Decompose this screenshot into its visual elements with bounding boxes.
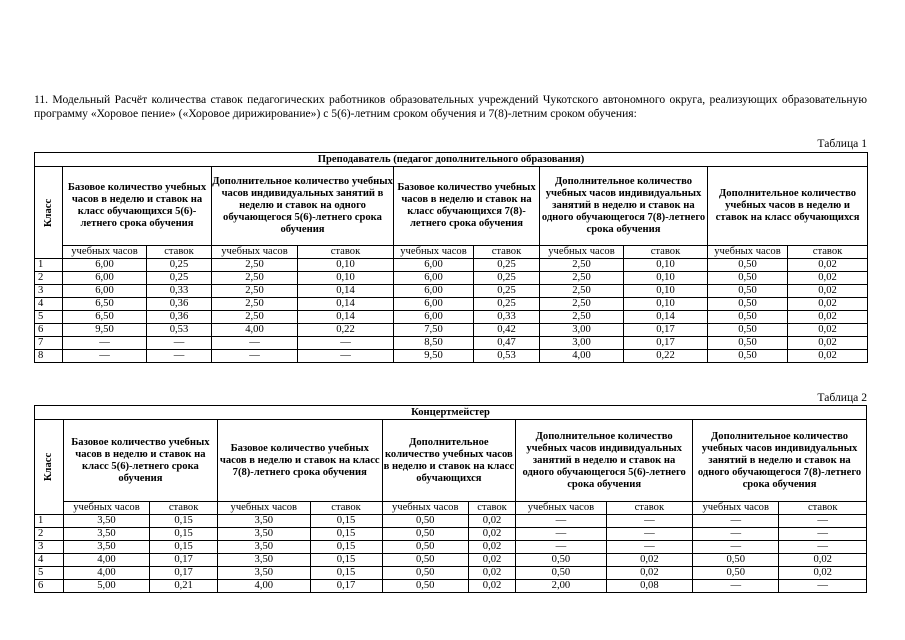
value-cell: 0,50 <box>708 311 788 324</box>
value-cell: 0,25 <box>147 272 212 285</box>
value-cell: 0,02 <box>468 515 515 528</box>
value-cell: 0,02 <box>788 298 868 311</box>
value-cell: 0,50 <box>382 515 468 528</box>
value-cell: 6,00 <box>63 285 147 298</box>
value-cell: 3,50 <box>63 528 149 541</box>
value-cell: — <box>63 337 147 350</box>
value-cell: 0,02 <box>779 567 867 580</box>
value-cell: 0,17 <box>150 567 218 580</box>
value-cell: 4,00 <box>218 580 311 593</box>
value-cell: — <box>693 515 779 528</box>
table2-sub-header: ставок <box>779 502 867 515</box>
table-row <box>35 272 868 285</box>
table2-sub-header: ставок <box>468 502 515 515</box>
value-cell: — <box>693 528 779 541</box>
value-cell: 4,00 <box>63 554 149 567</box>
table1-sub-header: учебных часов <box>394 246 474 259</box>
table-row <box>35 311 868 324</box>
value-cell: 0,15 <box>150 515 218 528</box>
class-number-cell: 4 <box>35 554 64 567</box>
value-cell: — <box>606 541 692 554</box>
table1-group-header: Дополнительное количество учебных часов в неделю и ставок на класс обучающихся <box>708 167 868 246</box>
value-cell: — <box>779 580 867 593</box>
value-cell: — <box>693 541 779 554</box>
table1-sub-header: ставок <box>298 246 394 259</box>
value-cell: 6,00 <box>63 272 147 285</box>
value-cell: 0,50 <box>708 259 788 272</box>
value-cell: 0,42 <box>474 324 540 337</box>
value-cell: 0,08 <box>606 580 692 593</box>
table2-sub-header: ставок <box>310 502 382 515</box>
class-number-cell: 4 <box>35 298 63 311</box>
table2-group-header: Базовое количество учебных часов в неделю и ставок на класс 7(8)-летнего срока обучения <box>218 420 383 502</box>
value-cell: 0,10 <box>624 298 708 311</box>
value-cell: 0,50 <box>693 554 779 567</box>
value-cell: 0,02 <box>606 554 692 567</box>
value-cell: 0,25 <box>474 298 540 311</box>
value-cell: 3,50 <box>218 567 311 580</box>
value-cell: 6,50 <box>63 311 147 324</box>
table1-sub-header: учебных часов <box>63 246 147 259</box>
value-cell: 0,50 <box>693 567 779 580</box>
value-cell: 0,14 <box>298 285 394 298</box>
value-cell: 2,50 <box>540 298 624 311</box>
value-cell: 0,22 <box>624 350 708 363</box>
class-number-cell: 5 <box>35 311 63 324</box>
value-cell: 0,10 <box>624 259 708 272</box>
value-cell: 4,00 <box>63 567 149 580</box>
table-row <box>35 567 867 580</box>
value-cell: 5,00 <box>63 580 149 593</box>
value-cell: 0,02 <box>606 567 692 580</box>
table-row <box>35 285 868 298</box>
table1-label: Таблица 1 <box>817 137 867 150</box>
value-cell: 0,25 <box>474 285 540 298</box>
value-cell: 0,53 <box>147 324 212 337</box>
value-cell: 0,15 <box>150 528 218 541</box>
value-cell: — <box>779 541 867 554</box>
table-row <box>35 298 868 311</box>
table2-sub-header: учебных часов <box>382 502 468 515</box>
value-cell: 3,00 <box>540 337 624 350</box>
value-cell: 2,50 <box>212 298 298 311</box>
value-cell: 0,50 <box>516 554 606 567</box>
value-cell: 0,17 <box>310 580 382 593</box>
table2-sub-header: учебных часов <box>218 502 311 515</box>
value-cell: 9,50 <box>63 324 147 337</box>
value-cell: 0,50 <box>708 272 788 285</box>
value-cell: 0,02 <box>468 567 515 580</box>
table2-label: Таблица 2 <box>817 391 867 404</box>
class-number-cell: 8 <box>35 350 63 363</box>
value-cell: 6,00 <box>394 285 474 298</box>
value-cell: 3,50 <box>63 541 149 554</box>
table-row <box>35 350 868 363</box>
value-cell: 0,50 <box>708 350 788 363</box>
accompanist-rates-table <box>34 405 867 593</box>
value-cell: 8,50 <box>394 337 474 350</box>
table1-sub-header: учебных часов <box>212 246 298 259</box>
table1-role-header: Преподаватель (педагог дополнительного образования) <box>35 153 868 167</box>
value-cell: 6,50 <box>63 298 147 311</box>
value-cell: 0,02 <box>788 324 868 337</box>
class-number-cell: 1 <box>35 259 63 272</box>
value-cell: 3,50 <box>218 541 311 554</box>
table1-sub-header: ставок <box>788 246 868 259</box>
value-cell: 4,00 <box>212 324 298 337</box>
value-cell: 0,02 <box>468 554 515 567</box>
value-cell: 0,17 <box>624 337 708 350</box>
table-row <box>35 324 868 337</box>
value-cell: 3,50 <box>63 515 149 528</box>
value-cell: 0,15 <box>150 541 218 554</box>
value-cell: 0,25 <box>474 259 540 272</box>
value-cell: 0,25 <box>147 259 212 272</box>
value-cell: 6,00 <box>63 259 147 272</box>
value-cell: — <box>516 528 606 541</box>
value-cell: 2,50 <box>540 311 624 324</box>
value-cell: 0,15 <box>310 554 382 567</box>
value-cell: 0,50 <box>708 324 788 337</box>
value-cell: 0,10 <box>298 272 394 285</box>
value-cell: 0,25 <box>474 272 540 285</box>
value-cell: 0,02 <box>788 272 868 285</box>
value-cell: 0,36 <box>147 298 212 311</box>
value-cell: 0,14 <box>298 311 394 324</box>
value-cell: 2,50 <box>212 272 298 285</box>
value-cell: 6,00 <box>394 311 474 324</box>
value-cell: 0,02 <box>468 528 515 541</box>
value-cell: 0,14 <box>298 298 394 311</box>
value-cell: 6,00 <box>394 272 474 285</box>
table1-group-header: Базовое количество учебных часов в неделю и ставок на класс обучающихся 5(6)-летнего срока обучения <box>63 167 212 246</box>
value-cell: 0,50 <box>708 337 788 350</box>
value-cell: — <box>516 515 606 528</box>
value-cell: 7,50 <box>394 324 474 337</box>
table-row <box>35 541 867 554</box>
value-cell: 0,15 <box>310 528 382 541</box>
value-cell: 3,00 <box>540 324 624 337</box>
class-number-cell: 3 <box>35 541 64 554</box>
value-cell: 0,21 <box>150 580 218 593</box>
table1-sub-header: учебных часов <box>708 246 788 259</box>
value-cell: — <box>147 350 212 363</box>
table2-class-header: Класс <box>35 420 64 515</box>
value-cell: 0,47 <box>474 337 540 350</box>
value-cell: 0,33 <box>474 311 540 324</box>
value-cell: 2,50 <box>212 285 298 298</box>
value-cell: 2,50 <box>540 285 624 298</box>
value-cell: 9,50 <box>394 350 474 363</box>
table2-role-header: Концертмейстер <box>35 406 867 420</box>
table2-group-header: Дополнительное количество учебных часов в неделю и ставок на класс обучающихся <box>382 420 516 502</box>
table-row <box>35 259 868 272</box>
value-cell: — <box>298 350 394 363</box>
value-cell: 0,17 <box>150 554 218 567</box>
value-cell: 0,02 <box>468 580 515 593</box>
table2-sub-header: учебных часов <box>693 502 779 515</box>
value-cell: 0,02 <box>788 337 868 350</box>
value-cell: 0,50 <box>708 298 788 311</box>
table1-sub-header: ставок <box>147 246 212 259</box>
value-cell: 0,53 <box>474 350 540 363</box>
value-cell: — <box>606 515 692 528</box>
value-cell: 0,50 <box>382 528 468 541</box>
table2-sub-header: учебных часов <box>63 502 149 515</box>
class-number-cell: 2 <box>35 272 63 285</box>
value-cell: 0,22 <box>298 324 394 337</box>
value-cell: 6,00 <box>394 259 474 272</box>
value-cell: 0,10 <box>624 285 708 298</box>
value-cell: 0,02 <box>788 285 868 298</box>
table2-group-header: Дополнительное количество учебных часов индивидуальных занятий в неделю и ставок на одного обучающегося 7(8)-летнего срока обучения <box>693 420 867 502</box>
value-cell: 0,17 <box>624 324 708 337</box>
value-cell: — <box>606 528 692 541</box>
table2-group-header: Дополнительное количество учебных часов индивидуальных занятий в неделю и ставок на одного обучающегося 5(6)-летнего срока обучения <box>516 420 693 502</box>
value-cell: — <box>212 337 298 350</box>
value-cell: 0,15 <box>310 567 382 580</box>
table1-group-header: Дополнительное количество учебных часов индивидуальных занятий в неделю и ставок на одного обучающегося 7(8)-летнего срока обучения <box>540 167 708 246</box>
class-number-cell: 6 <box>35 580 64 593</box>
value-cell: 0,50 <box>382 580 468 593</box>
table2-sub-header: ставок <box>150 502 218 515</box>
value-cell: 2,50 <box>212 311 298 324</box>
table1-group-header: Базовое количество учебных часов в неделю и ставок на класс обучающихся 7(8)-летнего срока обучения <box>394 167 540 246</box>
value-cell: 0,15 <box>310 541 382 554</box>
table-row <box>35 528 867 541</box>
class-number-cell: 7 <box>35 337 63 350</box>
value-cell: — <box>779 515 867 528</box>
value-cell: 0,02 <box>788 311 868 324</box>
value-cell: 0,02 <box>788 259 868 272</box>
table2-group-header: Базовое количество учебных часов в неделю и ставок на класс 5(6)-летнего срока обучения <box>63 420 217 502</box>
table1-class-header: Класс <box>35 167 63 259</box>
value-cell: — <box>516 541 606 554</box>
value-cell: — <box>63 350 147 363</box>
value-cell: 0,14 <box>624 311 708 324</box>
value-cell: 2,00 <box>516 580 606 593</box>
value-cell: 0,50 <box>708 285 788 298</box>
table2-sub-header: ставок <box>606 502 692 515</box>
value-cell: 2,50 <box>540 272 624 285</box>
value-cell: 0,02 <box>788 350 868 363</box>
teacher-rates-table <box>34 152 868 363</box>
table-row <box>35 515 867 528</box>
table1-sub-header: ставок <box>474 246 540 259</box>
value-cell: 3,50 <box>218 554 311 567</box>
value-cell: 0,02 <box>468 541 515 554</box>
value-cell: — <box>779 528 867 541</box>
value-cell: 3,50 <box>218 528 311 541</box>
value-cell: 0,50 <box>382 541 468 554</box>
table-row <box>35 580 867 593</box>
value-cell: 0,10 <box>624 272 708 285</box>
intro-paragraph: 11. Модельный Расчёт количества ставок педагогических работников образовательных учреждений Чукотского автономного округа, реализующих образовательную программу «Хоровое пение» («Хоровое дирижирование») с 5(6)-летним сроком обучения и 7(8)-летним сроком обучения: <box>34 93 867 120</box>
value-cell: 0,50 <box>382 554 468 567</box>
value-cell: — <box>147 337 212 350</box>
value-cell: 2,50 <box>212 259 298 272</box>
table-row <box>35 337 868 350</box>
table1-sub-header: учебных часов <box>540 246 624 259</box>
value-cell: 3,50 <box>218 515 311 528</box>
table1-group-header: Дополнительное количество учебных часов индивидуальных занятий в неделю и ставок на одного обучающегося 5(6)-летнего срока обучения <box>212 167 394 246</box>
value-cell: 0,33 <box>147 285 212 298</box>
table1-sub-header: ставок <box>624 246 708 259</box>
value-cell: 2,50 <box>540 259 624 272</box>
class-number-cell: 6 <box>35 324 63 337</box>
class-number-cell: 1 <box>35 515 64 528</box>
class-number-cell: 5 <box>35 567 64 580</box>
class-number-cell: 3 <box>35 285 63 298</box>
value-cell: 0,50 <box>516 567 606 580</box>
value-cell: 6,00 <box>394 298 474 311</box>
value-cell: — <box>212 350 298 363</box>
table2-sub-header: учебных часов <box>516 502 606 515</box>
value-cell: 0,50 <box>382 567 468 580</box>
value-cell: 4,00 <box>540 350 624 363</box>
value-cell: 0,15 <box>310 515 382 528</box>
value-cell: 0,02 <box>779 554 867 567</box>
table-row <box>35 554 867 567</box>
class-number-cell: 2 <box>35 528 64 541</box>
value-cell: — <box>693 580 779 593</box>
value-cell: 0,10 <box>298 259 394 272</box>
value-cell: 0,36 <box>147 311 212 324</box>
value-cell: — <box>298 337 394 350</box>
